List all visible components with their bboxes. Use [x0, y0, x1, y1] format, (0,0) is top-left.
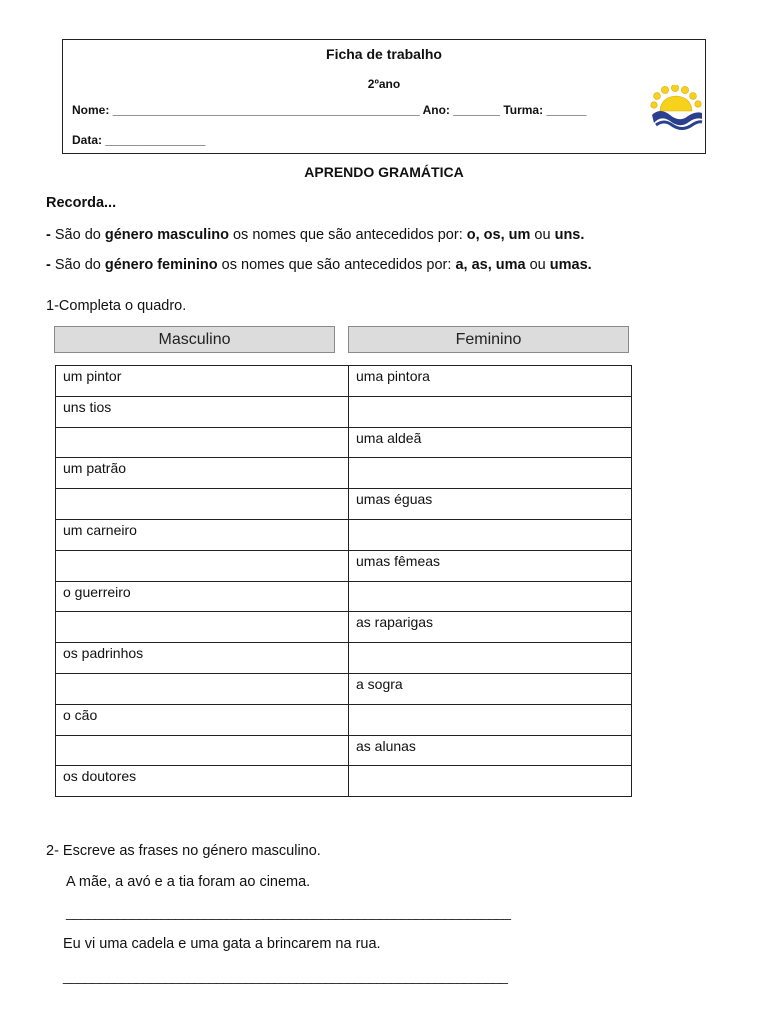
- exercise2-instruction: 2- Escreve as frases no género masculino.: [46, 843, 321, 859]
- rule-gender: género feminino: [104, 257, 218, 273]
- masculine-cell: uns tios: [56, 396, 349, 427]
- feminine-cell[interactable]: [349, 519, 632, 550]
- table-row: [56, 673, 632, 704]
- rule-dash: -: [46, 257, 55, 273]
- date-label: Data:: [72, 133, 103, 147]
- class-label: Turma:: [503, 103, 544, 117]
- feminine-cell[interactable]: [349, 766, 632, 797]
- table-row: [56, 581, 632, 612]
- masculine-cell: os doutores: [56, 766, 349, 797]
- gender-table: [55, 365, 632, 797]
- masculine-cell: um patrão: [56, 458, 349, 489]
- masculine-cell: um pintor: [56, 366, 349, 397]
- rule-articles: o, os, um: [466, 227, 531, 243]
- masculine-cell: o guerreiro: [56, 581, 349, 612]
- table-row: [56, 735, 632, 766]
- feminine-cell: a sogra: [349, 673, 632, 704]
- rule-text: São do: [54, 257, 105, 273]
- exercise1-number: 1: [46, 298, 55, 314]
- table-row: [56, 519, 632, 550]
- rule-articles: uns.: [554, 227, 585, 243]
- masculine-cell[interactable]: [56, 612, 349, 643]
- table-row: [56, 458, 632, 489]
- masculine-cell: um carneiro: [56, 519, 349, 550]
- table-row: [56, 550, 632, 581]
- masculine-cell: os padrinhos: [56, 643, 349, 674]
- table-row: [56, 396, 632, 427]
- name-label: Nome:: [72, 103, 110, 117]
- sun-wave-logo-icon: [646, 85, 708, 131]
- rule-gender: género masculino: [104, 227, 229, 243]
- table-row: [56, 612, 632, 643]
- answer-line-2[interactable]: _____________________________________________________________: [63, 968, 508, 984]
- name-field[interactable]: ______________________________________________: [112, 103, 420, 117]
- rule-masculine: [46, 227, 584, 243]
- masculine-cell[interactable]: [56, 427, 349, 458]
- page-heading: APRENDO GRAMÁTICA: [304, 164, 464, 180]
- table-row: [56, 489, 632, 520]
- feminine-cell[interactable]: [349, 643, 632, 674]
- answer-line-1[interactable]: _____________________________________________________________: [66, 904, 511, 920]
- rule-text: os nomes que são antecedidos por:: [217, 257, 456, 273]
- table-row: [56, 704, 632, 735]
- rule-text: ou: [525, 257, 550, 273]
- name-year-class-row: [72, 103, 586, 117]
- feminine-cell[interactable]: [349, 581, 632, 612]
- date-field[interactable]: _______________: [105, 133, 206, 147]
- rule-text: os nomes que são antecedidos por:: [228, 227, 467, 243]
- column-header-masculine: Masculino: [54, 326, 335, 353]
- rule-text: ou: [530, 227, 555, 243]
- feminine-cell[interactable]: [349, 458, 632, 489]
- date-row: [72, 133, 205, 147]
- year-label: Ano:: [422, 103, 450, 117]
- table-row: [56, 643, 632, 674]
- class-field[interactable]: ______: [546, 103, 587, 117]
- feminine-cell: umas fêmeas: [349, 550, 632, 581]
- recall-label: Recorda...: [46, 195, 117, 211]
- feminine-cell: as raparigas: [349, 612, 632, 643]
- feminine-cell[interactable]: [349, 396, 632, 427]
- column-header-feminine: Feminino: [348, 326, 629, 353]
- sentence-2: Eu vi uma cadela e uma gata a brincarem na rua.: [63, 936, 381, 952]
- rule-feminine: [46, 257, 592, 273]
- feminine-cell: uma aldeã: [349, 427, 632, 458]
- exercise1-instruction: [46, 298, 186, 314]
- feminine-cell: as alunas: [349, 735, 632, 766]
- year-field[interactable]: _______: [453, 103, 500, 117]
- rule-articles: umas.: [549, 257, 592, 273]
- worksheet-title: Ficha de trabalho: [326, 46, 442, 62]
- table-row: [56, 427, 632, 458]
- feminine-cell[interactable]: [349, 704, 632, 735]
- exercise1-text: -Completa o quadro.: [54, 298, 187, 314]
- masculine-cell: o cão: [56, 704, 349, 735]
- grade-label: 2ºano: [367, 77, 401, 91]
- sentence-1: A mãe, a avó e a tia foram ao cinema.: [66, 874, 311, 890]
- masculine-cell[interactable]: [56, 489, 349, 520]
- rule-articles: a, as, uma: [455, 257, 526, 273]
- feminine-cell: uma pintora: [349, 366, 632, 397]
- feminine-cell: umas éguas: [349, 489, 632, 520]
- masculine-cell[interactable]: [56, 673, 349, 704]
- worksheet-header: [62, 39, 706, 154]
- masculine-cell[interactable]: [56, 550, 349, 581]
- table-row: [56, 766, 632, 797]
- table-row: [56, 366, 632, 397]
- rule-text: São do: [54, 227, 105, 243]
- rule-dash: -: [46, 227, 55, 243]
- masculine-cell[interactable]: [56, 735, 349, 766]
